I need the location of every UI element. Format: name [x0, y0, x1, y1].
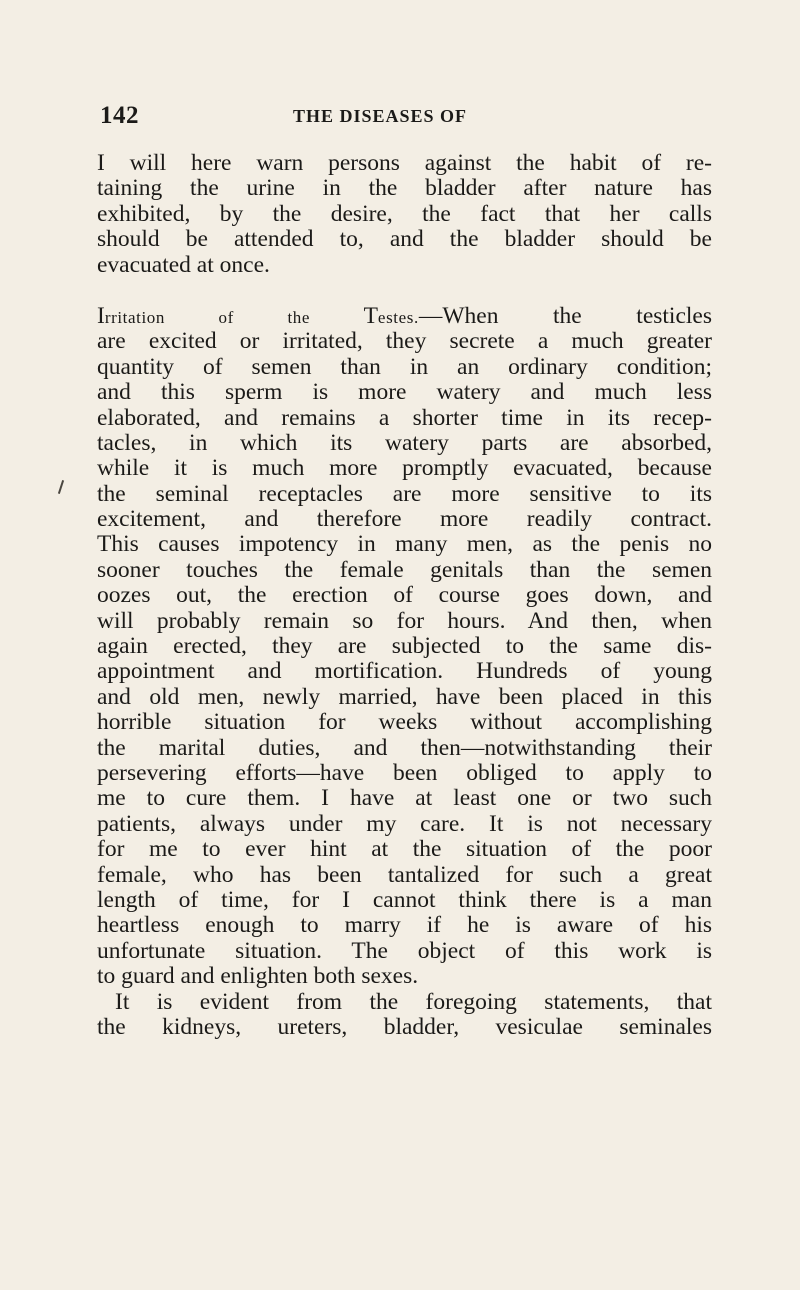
- text-line: persevering efforts—have been obliged to apply to: [97, 759, 712, 786]
- text-line: the marital duties, and then—notwithstanding their: [97, 734, 712, 761]
- text-line: I will here warn persons against the habit of re-: [97, 150, 712, 176]
- text-line: to guard and enlighten both sexes.: [97, 963, 419, 990]
- text-line: again erected, they are subjected to the same dis-: [97, 633, 712, 660]
- text-line: sooner touches the female genitals than the semen: [97, 556, 712, 583]
- paragraph-gap: [97, 278, 712, 304]
- text-line-with-heading: [97, 304, 712, 329]
- text-line: horrible situation for weeks without accomplishing: [97, 709, 712, 736]
- text-line: for me to ever hint at the situation of the poor: [97, 836, 712, 863]
- text-line: the seminal receptacles are more sensitive to its: [97, 480, 712, 507]
- text-line: heartless enough to marry if he is aware of his: [97, 912, 712, 939]
- text-line: and old men, newly married, have been placed in this: [97, 683, 712, 710]
- text-line: oozes out, the erection of course goes down, and: [97, 582, 712, 609]
- section-heading: Irritation of the Testes.: [97, 302, 419, 329]
- body-text: [97, 151, 712, 1040]
- text-line: unfortunate situation. The object of this work is: [97, 937, 712, 964]
- text-line: It is evident from the foregoing statements, that: [115, 988, 712, 1015]
- page-number: 142: [100, 102, 139, 129]
- text-line: elaborated, and remains a shorter time in its recep-: [97, 404, 712, 431]
- paragraph-irritation-of-testes: [97, 304, 712, 990]
- text-line: tacles, in which its watery parts are absorbed,: [97, 429, 712, 456]
- text-line: evacuated at once.: [97, 251, 270, 278]
- text-line: the kidneys, ureters, bladder, vesiculae seminales: [97, 1013, 712, 1040]
- text-line: This causes impotency in many men, as the penis no: [97, 531, 712, 558]
- text-line: length of time, for I cannot think there is a man: [97, 886, 712, 913]
- heading-line-rest: —When the testicles: [418, 302, 712, 329]
- text-line: excitement, and therefore more readily contract.: [97, 506, 712, 533]
- text-line: appointment and mortification. Hundreds of young: [97, 658, 712, 685]
- page-header: [100, 102, 720, 132]
- text-line: female, who has been tantalized for such a great: [97, 861, 712, 888]
- margin-mark: [58, 480, 64, 494]
- running-head: THE DISEASES OF: [293, 106, 468, 126]
- text-line: patients, always under my care. It is not necessary: [97, 810, 712, 837]
- text-line: are excited or irritated, they secrete a much greater: [97, 328, 712, 355]
- text-line: should be attended to, and the bladder should be: [97, 226, 712, 253]
- text-line: will probably remain so for hours. And then, when: [97, 607, 712, 634]
- paragraph-evident-from-foregoing: [97, 990, 712, 1041]
- text-line: taining the urine in the bladder after nature has: [97, 175, 712, 202]
- paragraph-retaining-urine: [97, 151, 712, 278]
- text-line: exhibited, by the desire, the fact that her calls: [97, 200, 712, 227]
- text-line: quantity of semen than in an ordinary condition;: [97, 353, 712, 380]
- text-line: while it is much more promptly evacuated, because: [97, 455, 712, 482]
- text-line: me to cure them. I have at least one or two such: [97, 785, 712, 812]
- text-line: and this sperm is more watery and much less: [97, 379, 712, 406]
